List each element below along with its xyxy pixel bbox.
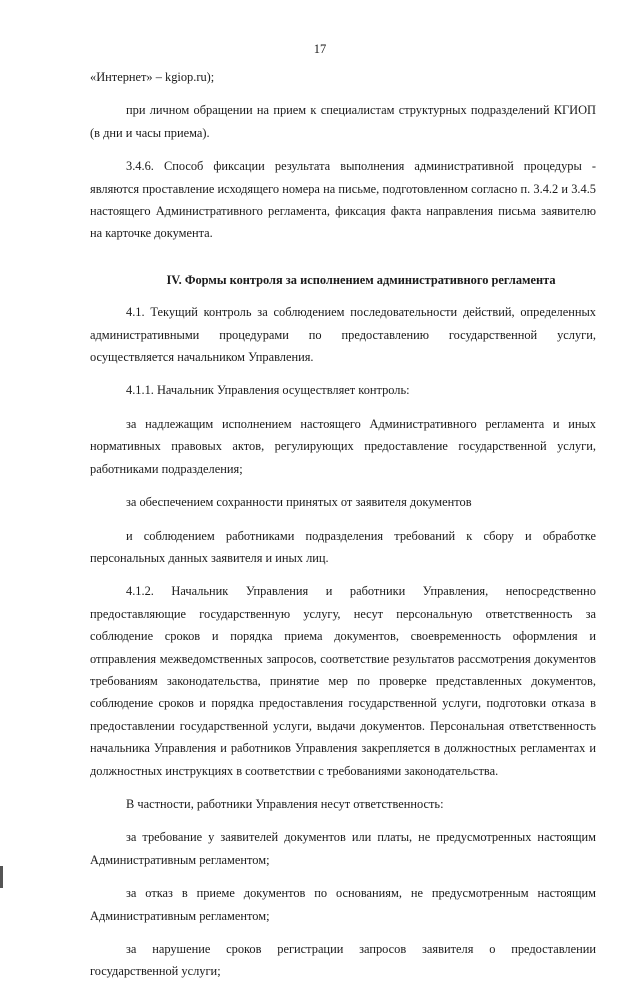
paragraph: за обеспечением сохранности принятых от заявителя документов xyxy=(126,495,472,510)
paragraph: 4.1.1. Начальник Управления осуществляет контроль: xyxy=(126,383,410,398)
paragraph: за отказ в приеме документов по основаниям, не предусмотренным настоящим Административным регламентом; xyxy=(90,886,596,923)
scan-edge-mark xyxy=(0,866,3,888)
paragraph: за надлежащим исполнением настоящего Административного регламента и иных нормативных правовых актов, регулирующих предоставление государственной услуги, работниками подразделения; xyxy=(90,416,596,476)
paragraph: и соблюдением работниками подразделения требований к сбору и обработке персональных данных заявителя и иных лиц. xyxy=(90,528,596,565)
paragraph: при личном обращении на прием к специалистам структурных подразделений КГИОП (в дни и часы приема). xyxy=(90,103,596,140)
section-heading: IV. Формы контроля за исполнением административного регламента xyxy=(166,272,556,287)
page-number: 17 xyxy=(313,42,327,56)
paragraph: 4.1. Текущий контроль за соблюдением последовательности действий, определенных административными процедурами по предоставлению государственной услуги, осуществляется начальником Управления. xyxy=(90,305,596,365)
paragraph: за требование у заявителей документов или платы, не предусмотренных настоящим Административным регламентом; xyxy=(90,830,596,867)
document-body xyxy=(90,66,596,983)
paragraph: 4.1.2. Начальник Управления и работники Управления, непосредственно предоставляющие государственную услугу, несут персональную ответственность за соблюдение сроков и порядка приема документов, своевременность оформления и отправления межведомственных запросов, соответствие результатов рассмотрения документов требованиям законодательства, принятие мер по проверке представленных документов, соблюдение сроков и порядка предоставления государственной услуги, подготовки отказа в предоставлении государственной услуги, выдачи документов. Персональная ответственность начальника Управления и работников Управления закрепляется в должностных регламентах и должностных инструкциях в соответствии с требованиями законодательства. xyxy=(90,584,596,778)
paragraph: «Интернет» – kgiop.ru); xyxy=(90,70,215,84)
paragraph: за нарушение сроков регистрации запросов заявителя о предоставлении государственной услуги; xyxy=(90,942,596,979)
paragraph: В частности, работники Управления несут ответственность: xyxy=(126,796,444,811)
paragraph: 3.4.6. Способ фиксации результата выполнения административной процедуры - являются проставление исходящего номера на письме, подготовленном согласно п. 3.4.2 и 3.4.5 настоящего Административного регламента, фиксация факта направления письма заявителю на карточке документа. xyxy=(90,159,596,241)
